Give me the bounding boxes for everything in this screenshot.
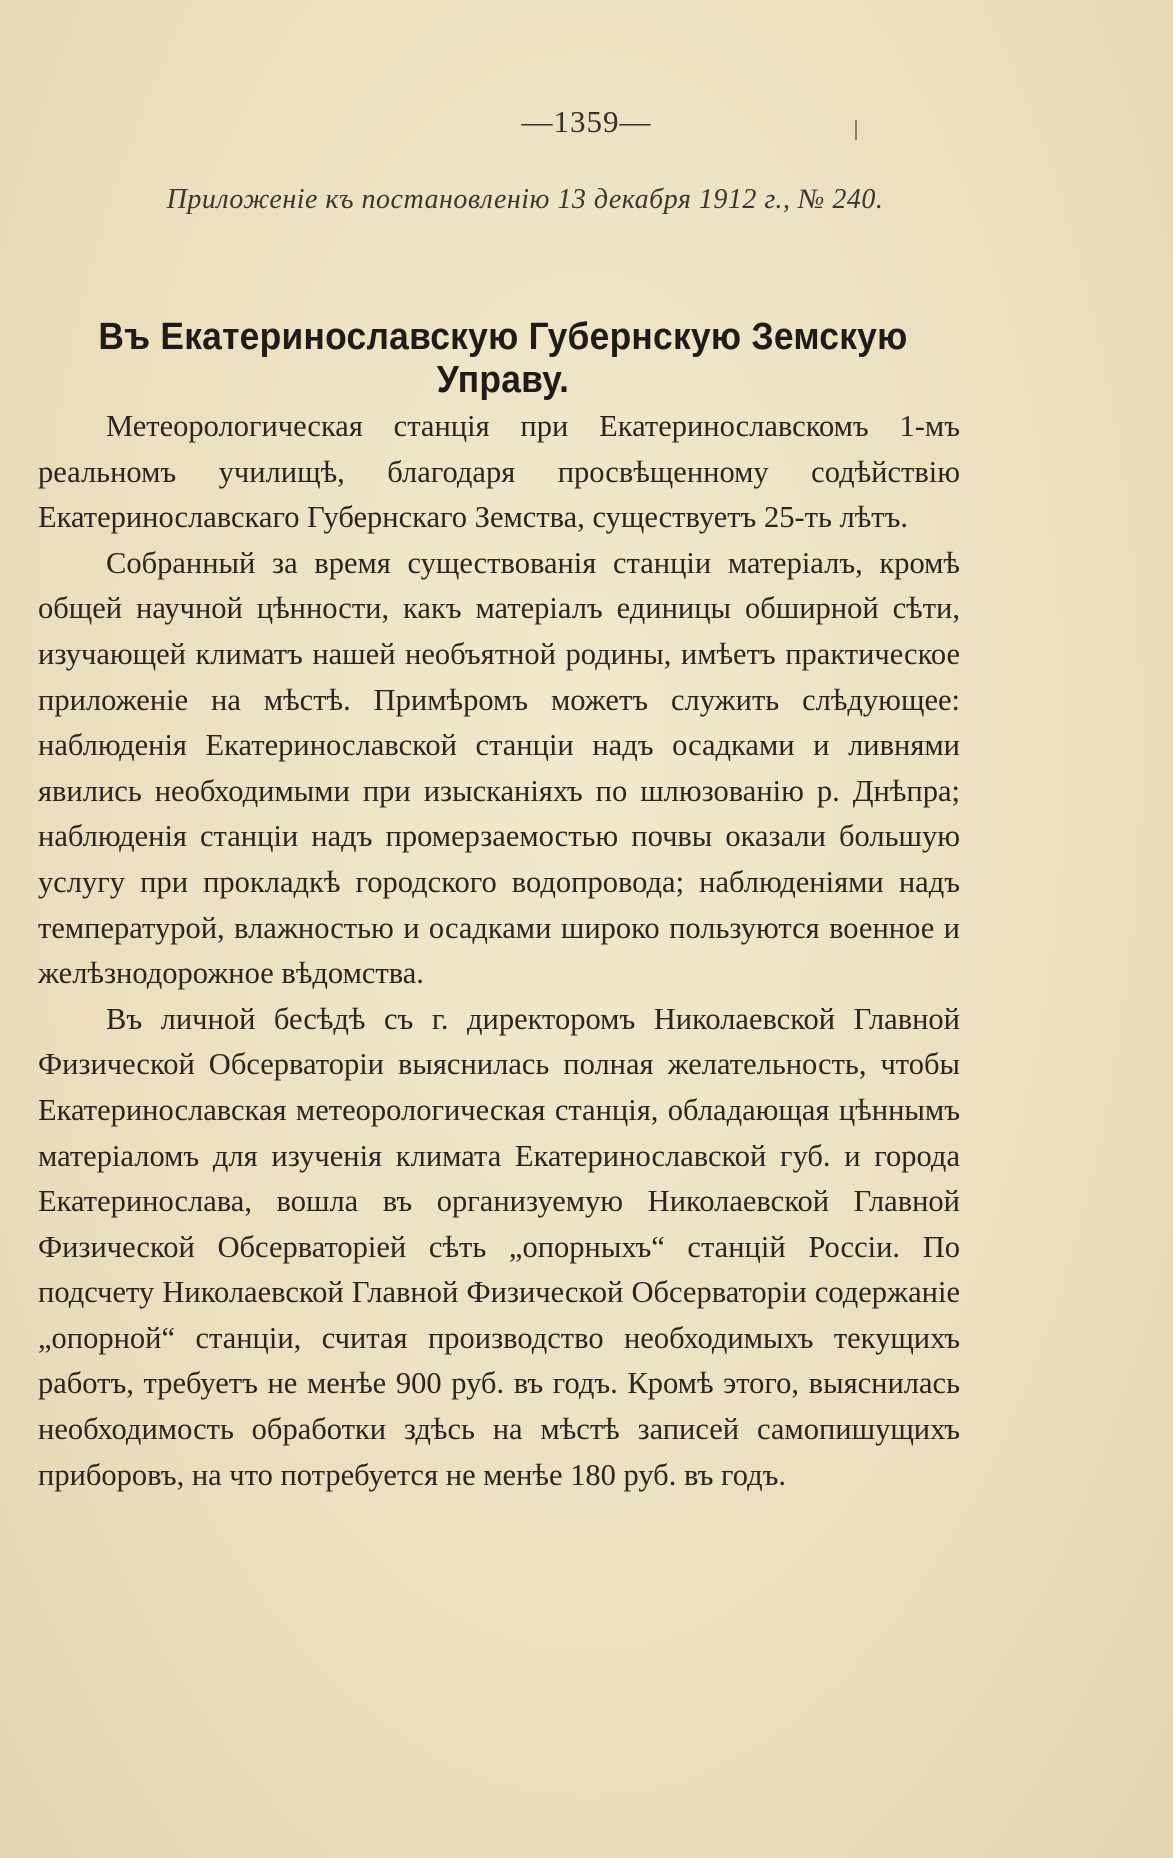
paragraph-2: Собранный за время существованія станціи матеріалъ, кромѣ общей научной цѣнности, какъ матеріалъ единицы обширной сѣти, изучающей климатъ нашей необъятной родины, имѣетъ практическое приложеніе на мѣстѣ. Примѣромъ можетъ служить слѣдующее: наблюденія Екатеринославской станціи надъ осадками и ливнями явились необходимыми при изысканіяхъ по шлюзованію р. Днѣпра; наблюденія станціи надъ промерзаемостью почвы оказали большую услугу при прокладкѣ городского водопровода; наблюденіями надъ температурой, влажностью и осадками широко пользуются военное и желѣзнодорожное вѣдомства.: [38, 545, 960, 991]
paragraph-1: Метеорологическая станція при Екатеринославскомъ 1-мъ реальномъ училищѣ, благодаря просвѣщенному содѣйствію Екатеринославскаго Губернскаго Земства, существуетъ 25-ть лѣтъ.: [38, 409, 960, 535]
page-number: —1359—: [521, 104, 652, 139]
paragraph-3: Въ личной бесѣдѣ съ г. директоромъ Николаевской Главной Физической Обсерваторіи выяснилась полная желательность, чтобы Екатеринославская метеорологическая станція, обладающая цѣннымъ матеріаломъ для изученія климата Екатеринославской губ. и города Екатеринослава, вошла въ организуемую Николаевской Главной Физической Обсерваторіей сѣть „опорныхъ“ станцій Россіи. По подсчету Николаевской Главной Физической Обсерваторіи содержаніе „опорной“ станціи, считая производство необходимыхъ текущихъ работъ, требуетъ не менѣе 900 руб. въ годъ. Кромѣ этого, выяснилась необходимость обработки здѣсь на мѣстѣ записей самопишущихъ приборовъ, на что потребуется не менѣе 180 руб. въ годъ.: [38, 1001, 960, 1492]
body-text: [38, 404, 960, 1498]
letter-heading: Въ Екатеринославскую Губернскую Земскую Управу.: [98, 316, 908, 401]
document-subtitle: Приложеніе къ постановленію 13 декабря 1912 г., № 240.: [166, 184, 884, 215]
